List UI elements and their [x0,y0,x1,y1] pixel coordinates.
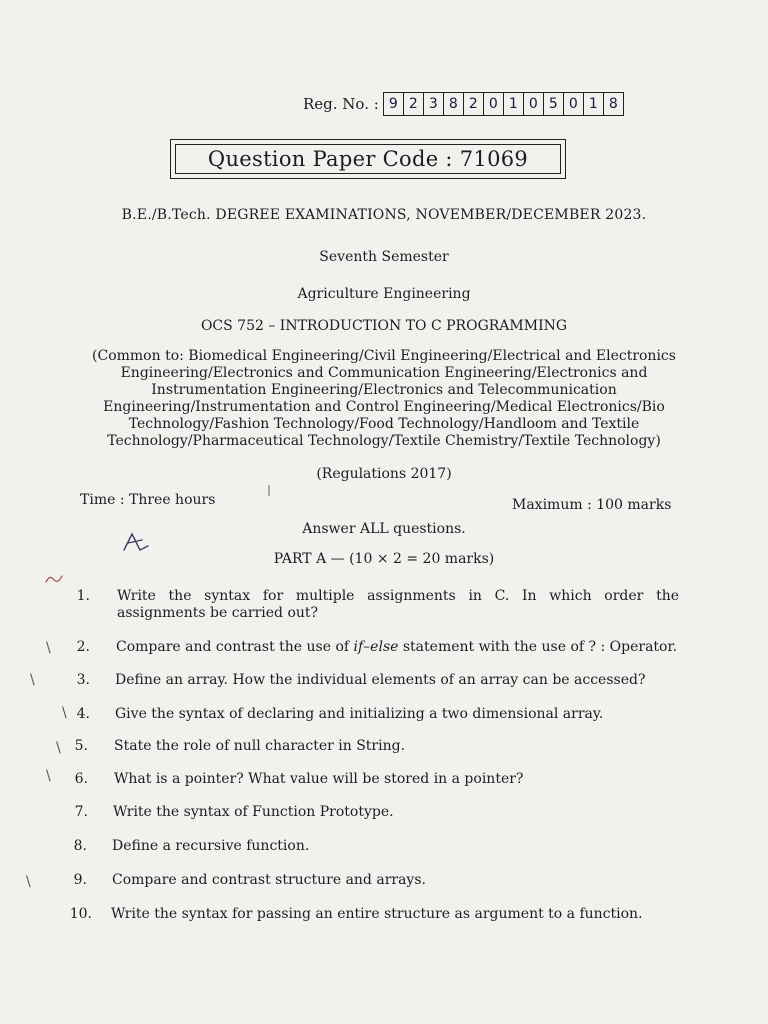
reg-digit: 1 [504,93,524,115]
question-text: Define a recursive function. [112,838,310,854]
question-text: Write the syntax for multiple assignments in C. In which order the assignments be carried out? [117,588,679,621]
tick-mark: \ [46,768,51,784]
maximum-marks: Maximum : 100 marks [512,497,672,513]
question-paper-code-box [170,139,566,179]
question-number: 5. [74,738,88,754]
reg-digit: 3 [424,93,444,115]
pen-mark-icon [266,483,272,499]
reg-label: Reg. No. : [303,95,379,113]
question-number: 6. [74,771,88,787]
reg-digit: 8 [444,93,464,115]
pen-scribble-icon [118,528,152,554]
question-text: Compare and contrast structure and arrays. [112,872,426,888]
department: Agriculture Engineering [297,286,471,302]
pen-scribble-icon [44,572,64,586]
exam-title: B.E./B.Tech. DEGREE EXAMINATIONS, NOVEMBER/DECEMBER 2023. [121,207,647,223]
reg-digit: 2 [404,93,424,115]
subject-title: OCS 752 – INTRODUCTION TO C PROGRAMMING [200,318,568,334]
question-number: 2. [76,639,90,655]
question-number: 8. [73,838,87,854]
semester: Seventh Semester [319,249,449,265]
reg-digit: 2 [464,93,484,115]
question-text-italic: if–else [353,639,399,655]
question-text: Write the syntax of Function Prototype. [113,804,394,820]
question-text: Define an array. How the individual elements of an array can be accessed? [115,672,646,688]
reg-digit: 1 [584,93,604,115]
question-text: Give the syntax of declaring and initializing a two dimensional array. [115,706,604,722]
register-number [303,92,624,116]
tick-mark: \ [46,640,51,656]
question-number: 9. [73,872,87,888]
regulations: (Regulations 2017) [316,466,452,482]
question-text-part: statement with the use of ? : Operator. [398,639,678,655]
question-text: State the role of null character in String. [114,738,406,754]
reg-digit: 8 [608,96,618,112]
instruction: Answer ALL questions. [302,521,466,537]
tick-mark: \ [26,874,31,890]
question-number: 4. [76,706,90,722]
tick-mark: \ [62,705,67,721]
tick-mark: \ [56,740,61,756]
reg-digit: 0 [484,93,504,115]
reg-digit: 9 [384,93,404,115]
common-to: (Common to: Biomedical Engineering/Civil Engineering/Electrical and Electronics Engineering/Electronics and Communication Engineering/Electronics and Instrumentation Engineering/Electronics and Telecommunication Engineering/Instrumentation and Control Engineering/Medical Electronics/Bio Technology/Fashion Technology/Food Technology/Handloom and Textile Technology/Pharmaceutical Technology/Textile Chemistry/Textile Technology) [92,348,676,449]
question-paper-code: Question Paper Code : 71069 [175,144,561,174]
reg-number-boxes [383,92,624,116]
question-number: 3. [76,672,90,688]
question-text [116,639,686,656]
question-number: 10. [69,906,92,922]
reg-digit: 0 [564,93,584,115]
question-number: 7. [74,804,88,820]
question-number: 1. [76,588,90,604]
tick-mark: \ [30,672,35,688]
duration: Time : Three hours [80,492,216,508]
question-text-part: Compare and contrast the use of [116,639,354,655]
reg-digit: 5 [544,93,564,115]
part-heading: PART A — (10 × 2 = 20 marks) [273,551,495,567]
question-text: What is a pointer? What value will be stored in a pointer? [114,771,524,787]
reg-digit: 0 [524,93,544,115]
question-text: Write the syntax for passing an entire structure as argument to a function. [111,906,643,922]
